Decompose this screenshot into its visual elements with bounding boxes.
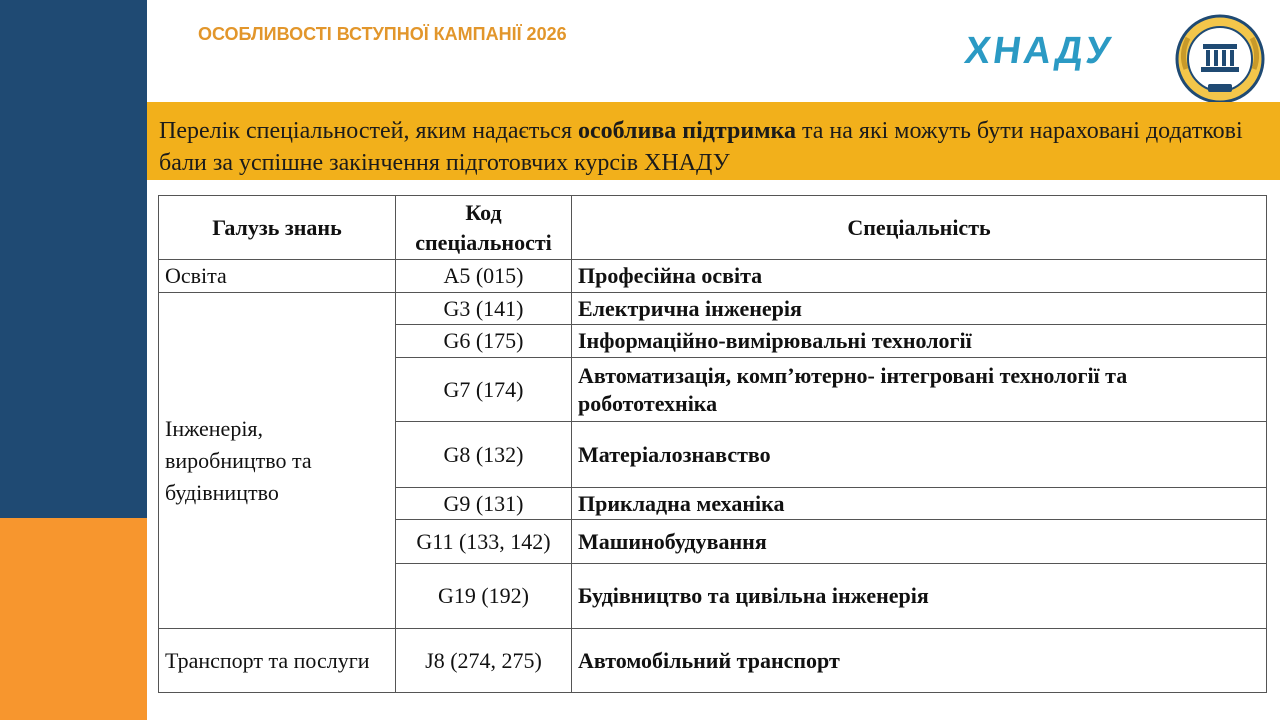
field-cell: Інженерія, виробництво та будівництво [159, 293, 396, 629]
specialties-table [158, 195, 1267, 693]
specialty-cell: Будівництво та цивільна інженерія [572, 564, 1267, 629]
sidebar-stripe-blue [0, 0, 147, 518]
field-cell: Освіта [159, 260, 396, 293]
header-specialty: Спеціальність [572, 196, 1267, 260]
table-row [159, 260, 1267, 293]
code-cell: A5 (015) [396, 260, 572, 293]
code-cell: G19 (192) [396, 564, 572, 629]
table-row [159, 293, 1267, 325]
code-cell: G7 (174) [396, 358, 572, 422]
table-row [159, 629, 1267, 693]
specialty-cell: Професійна освіта [572, 260, 1267, 293]
banner-text-bold: особлива підтримка [577, 118, 796, 144]
header-code: Код спеціальності [396, 196, 572, 260]
code-cell: G11 (133, 142) [396, 520, 572, 564]
page-title: ОСОБЛИВОСТІ ВСТУПНОЇ КАМПАНІЇ 2026 [198, 24, 567, 44]
specialty-cell: Автоматизація, комп’ютерно- інтегровані технології та робототехніка [572, 358, 1267, 422]
specialty-cell: Автомобільний транспорт [572, 629, 1267, 693]
specialty-cell: Матеріалознавство [572, 422, 1267, 488]
code-cell: J8 (274, 275) [396, 629, 572, 693]
code-cell: G9 (131) [396, 488, 572, 520]
specialty-cell: Інформаційно-вимірювальні технології [572, 325, 1267, 358]
university-seal-icon [1170, 14, 1270, 104]
info-banner [147, 102, 1280, 180]
code-cell: G6 (175) [396, 325, 572, 358]
brand-logo-text: ХНАДУ [962, 30, 1116, 72]
specialty-cell: Машинобудування [572, 520, 1267, 564]
code-cell: G8 (132) [396, 422, 572, 488]
banner-text-part1: Перелік спеціальностей, яким надається [159, 118, 578, 144]
header-field: Галузь знань [159, 196, 396, 260]
code-cell: G3 (141) [396, 293, 572, 325]
specialty-cell: Прикладна механіка [572, 488, 1267, 520]
sidebar-stripe-orange [0, 518, 147, 720]
table-header-row [159, 196, 1267, 260]
banner-text-part2: та на які можуть бути нараховані додаткові бали за успішне закінчення підготовчих курсів ХНАДУ [159, 118, 1243, 176]
specialty-cell: Електрична інженерія [572, 293, 1267, 325]
field-cell: Транспорт та послуги [159, 629, 396, 693]
